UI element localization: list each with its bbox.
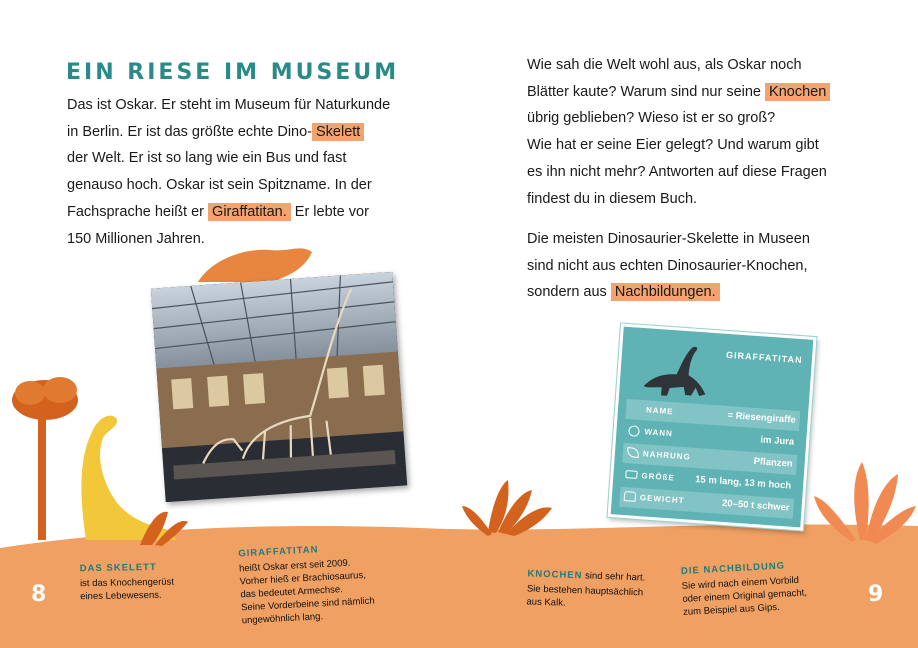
- highlight-term-skelett: Skelett: [312, 123, 364, 141]
- ruler-icon: [625, 470, 638, 479]
- card-row-label: NAHRUNG: [642, 449, 692, 462]
- text-line: Das ist Oskar. Er steht im Museum für Naturkunde: [67, 97, 391, 113]
- dinosaur-silhouette-icon: [639, 340, 713, 401]
- tree-illustration: [12, 377, 78, 540]
- glossary-text: Sie wird nach einem Vorbild oder einem Original gemacht, zum Beispiel aus Gips.: [681, 574, 808, 618]
- text-line: Blätter kaute? Warum sind nur seine Knochen: [527, 79, 867, 106]
- text-line: findest du in diesem Buch.: [527, 190, 698, 207]
- museum-photo: [151, 272, 407, 502]
- text-line: Wie hat er seine Eier gelegt? Und warum gibt: [527, 137, 819, 154]
- card-row-value: 20–50 t schwer: [721, 497, 790, 514]
- text-line: es ihn nicht mehr? Antworten auf diese Fragen: [527, 163, 827, 180]
- card-row-value: Pflanzen: [753, 456, 793, 470]
- highlight-term-knochen: Knochen: [765, 83, 830, 101]
- questions-paragraph: [527, 52, 867, 212]
- card-title: GIRAFFATITAN: [725, 349, 803, 366]
- card-row-value: = Riesengiraffe: [727, 410, 797, 426]
- photo-content: [151, 272, 407, 502]
- intro-paragraph: [67, 92, 407, 252]
- text-line: Fachsprache heißt er Giraffatitan. Er lebte vor: [67, 203, 369, 220]
- fact-card: [607, 323, 816, 530]
- glossary-title: DAS SKELETT: [79, 561, 157, 575]
- replicas-paragraph: [527, 226, 867, 306]
- glossary-title-suffix: sind sehr hart.: [582, 570, 646, 584]
- page-number-left: 8: [31, 582, 47, 607]
- card-row-value: im Jura: [760, 434, 795, 448]
- glossary-nachbildung: [681, 558, 834, 619]
- text-line: übrig geblieben? Wieso ist er so groß?: [527, 110, 776, 127]
- text-line: der Welt. Er ist so lang wie ein Bus und fast: [67, 150, 347, 167]
- glossary-title: KNOCHEN: [527, 568, 583, 582]
- text-line: sondern aus Nachbildungen.: [527, 279, 867, 306]
- card-row-label: GRÖßE: [641, 471, 676, 483]
- text-line: Wie sah die Welt wohl aus, als Oskar noch: [527, 57, 802, 73]
- glossary-title: DIE NACHBILDUNG: [680, 560, 786, 577]
- text-line: in Berlin. Er ist das größte echte Dino- Skelett: [67, 119, 407, 146]
- card-row-label: GEWICHT: [639, 493, 685, 506]
- bush-illustration-center: [462, 480, 552, 536]
- glossary-knochen: [526, 563, 677, 613]
- weight-icon: [624, 491, 637, 502]
- highlight-term-giraffatitan: Giraffatitan.: [208, 203, 291, 221]
- clock-icon: [628, 425, 640, 437]
- glossary-giraffatitan: [238, 540, 412, 628]
- glossary-text: Sie bestehen hauptsächlich aus Kalk.: [526, 583, 644, 609]
- text-line: 150 Millionen Jahren.: [67, 230, 205, 247]
- decorative-shape: [198, 248, 312, 282]
- card-row-value: 15 m lang, 13 m hoch: [694, 473, 792, 492]
- highlight-term-nachbildungen: Nachbildungen.: [611, 283, 720, 301]
- card-rows: [619, 399, 800, 519]
- glossary-skelett: [80, 561, 221, 603]
- leaf-icon: [627, 447, 640, 458]
- page-title: EIN RIESE IM MUSEUM: [66, 60, 400, 85]
- card-row-label: NAME: [645, 405, 674, 417]
- glossary-title: GIRAFFATITAN: [238, 544, 319, 560]
- glossary-text: heißt Oskar erst seit 2009. Vorher hieß er Brachiosaurus, das bedeutet Armechse. Seine Vorderbeine sind nämlich ungewöhnlich lang.: [238, 557, 375, 627]
- page-number-right: 9: [868, 582, 884, 607]
- text-line: Die meisten Dinosaurier-Skelette in Museen: [527, 231, 810, 247]
- card-row-label: WANN: [644, 427, 674, 439]
- glossary-text: ist das Knochengerüst eines Lebewesens.: [79, 576, 175, 603]
- text-line: sind nicht aus echten Dinosaurier-Knochen,: [527, 257, 808, 274]
- text-line: genauso hoch. Oskar ist sein Spitzname. In der: [67, 177, 372, 194]
